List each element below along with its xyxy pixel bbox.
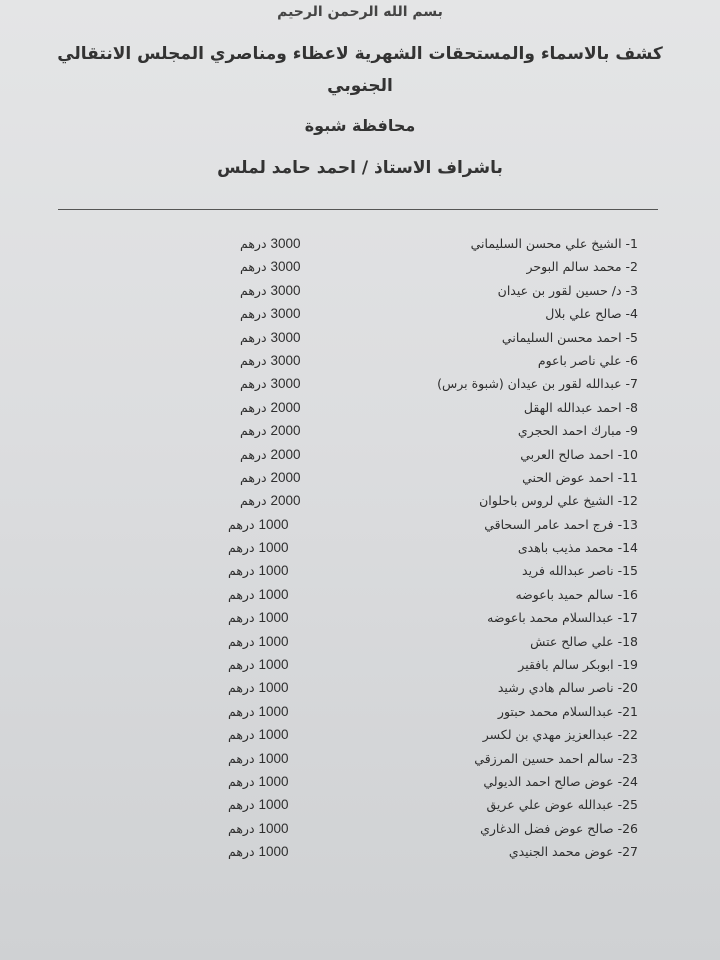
monthly-amount: 3000 درهم (240, 236, 301, 251)
monthly-amount: 3000 درهم (240, 376, 301, 392)
list-item (0, 793, 720, 816)
list-item (0, 302, 720, 325)
member-name: 18- علي صالح عتش (530, 633, 638, 649)
member-name: 26- صالح عوض فضل الدغاري (480, 820, 638, 836)
monthly-amount: 3000 درهم (240, 352, 301, 368)
list-item (0, 630, 720, 653)
monthly-amount: 2000 درهم (240, 446, 301, 462)
member-name: 1- الشيخ علي محسن السليماني (470, 236, 638, 251)
monthly-amount: 1000 درهم (228, 727, 289, 743)
member-name: 27- عوض محمد الجنيدي (508, 844, 638, 860)
member-name: 11- احمد عوض الحني (522, 469, 638, 485)
list-item (0, 443, 720, 466)
member-name: 21- عبدالسلام محمد حبتور (497, 703, 638, 719)
list-item (0, 279, 720, 302)
monthly-amount: 3000 درهم (240, 282, 301, 298)
list-item (0, 349, 720, 372)
member-name: 16- سالم حميد باعوضه (515, 586, 638, 602)
member-name: 4- صالح علي بلال (545, 306, 638, 322)
member-name: 25- عبدالله عوض علي عريق (486, 797, 638, 813)
list-item (0, 232, 720, 255)
monthly-amount: 1000 درهم (228, 633, 289, 649)
list-item (0, 723, 720, 746)
list-item (0, 396, 720, 419)
monthly-amount: 2000 درهم (240, 423, 301, 439)
monthly-amount: 1000 درهم (228, 797, 289, 813)
member-name: 9- مبارك احمد الحجري (517, 423, 638, 439)
member-name: 22- عبدالعزيز مهدي بن لكسر (482, 727, 638, 743)
member-name: 6- علي ناصر باعوم (537, 352, 638, 368)
list-item (0, 700, 720, 723)
list-item (0, 326, 720, 349)
document-title: كشف بالاسماء والمستحقات الشهرية لاعظاء ومناصري المجلس الانتقالي الجنوبي (57, 44, 663, 96)
monthly-amount: 3000 درهم (240, 329, 301, 345)
monthly-amount: 1000 درهم (228, 540, 289, 556)
monthly-amount: 1000 درهم (228, 610, 289, 626)
member-name: 17- عبدالسلام محمد باعوضه (487, 610, 638, 626)
monthly-amount: 3000 درهم (240, 259, 301, 275)
monthly-amount: 2000 درهم (240, 493, 301, 509)
member-name: 12- الشيخ علي لروس باحلوان (479, 493, 638, 509)
member-name: 13- فرج احمد عامر السحاقي (484, 516, 638, 532)
member-name: 19- ابوبكر سالم بافقير (518, 657, 638, 673)
monthly-amount: 1000 درهم (228, 844, 289, 860)
list-item (0, 466, 720, 489)
monthly-amount: 1000 درهم (228, 680, 289, 696)
basmala: بسم الله الرحمن الرحيم (277, 4, 443, 20)
member-name: 8- احمد عبدالله الهقل (523, 399, 638, 415)
member-name: 10- احمد صالح العربي (520, 446, 638, 462)
list-item (0, 583, 720, 606)
monthly-amount: 1000 درهم (228, 586, 289, 602)
supervisor-line: باشراف الاستاذ / احمد حامد لملس (217, 158, 503, 178)
list-item (0, 372, 720, 395)
member-name: 20- ناصر سالم هادي رشيد (497, 680, 638, 696)
list-item (0, 653, 720, 676)
list-item (0, 770, 720, 793)
monthly-amount: 2000 درهم (240, 399, 301, 415)
monthly-amount: 1000 درهم (228, 516, 289, 532)
monthly-amount: 1000 درهم (228, 750, 289, 766)
member-name: 23- سالم احمد حسين المرزقي (474, 750, 638, 766)
member-name: 3- د/ حسين لقور بن عيدان (497, 282, 638, 298)
list-item (0, 840, 720, 863)
monthly-amount: 1000 درهم (228, 703, 289, 719)
monthly-amount: 1000 درهم (228, 563, 289, 579)
list-item (0, 606, 720, 629)
list-item (0, 513, 720, 536)
member-name: 24- عوض صالح احمد الديولي (483, 773, 638, 789)
list-item (0, 419, 720, 442)
member-name: 2- محمد سالم البوحر (526, 259, 638, 275)
list-item (0, 536, 720, 559)
governorate-heading: محافظة شبوة (304, 116, 416, 135)
member-name: 15- ناصر عبدالله فريد (522, 563, 638, 579)
list-item (0, 817, 720, 840)
monthly-amount: 1000 درهم (228, 657, 289, 673)
list-item (0, 747, 720, 770)
monthly-amount: 2000 درهم (240, 469, 301, 485)
payment-list (0, 232, 720, 864)
monthly-amount: 1000 درهم (228, 773, 289, 789)
monthly-amount: 3000 درهم (240, 306, 301, 322)
monthly-amount: 1000 درهم (228, 820, 289, 836)
header-divider (58, 209, 658, 210)
member-name: 5- احمد محسن السليماني (501, 329, 638, 345)
list-item (0, 255, 720, 278)
member-name: 14- محمد مذيب باهدى (517, 540, 638, 556)
list-item (0, 559, 720, 582)
list-item (0, 676, 720, 699)
list-item (0, 489, 720, 512)
member-name: 7- عبدالله لقور بن عيدان (شبوة برس) (437, 376, 638, 392)
